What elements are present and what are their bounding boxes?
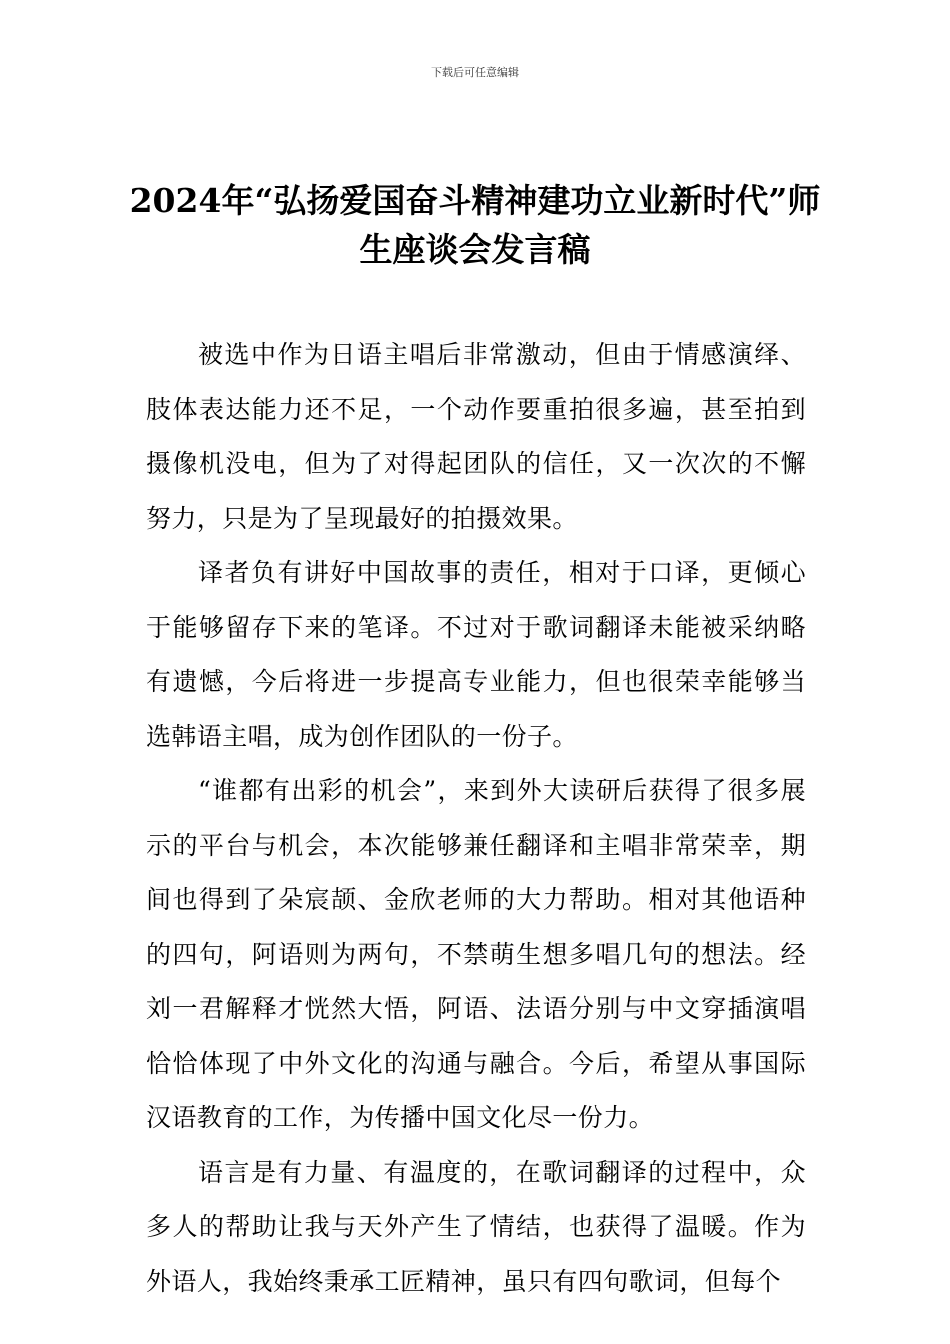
- page-title: 2024年“弘扬爱国奋斗精神建功立业新时代”师生座谈会发言稿: [129, 181, 821, 269]
- header-note: 下载后可任意编辑: [431, 66, 519, 79]
- paragraph: 译者负有讲好中国故事的责任，相对于口译，更倾心于能够留存下来的笔译。不过对于歌词翻译未能被采纳略有遗憾，今后将进一步提高专业能力，但也很荣幸能够当选韩语主唱，成为创作团队的一份子。: [146, 558, 806, 751]
- paragraph: “谁都有出彩的机会”，来到外大读研后获得了很多展示的平台与机会，本次能够兼任翻译和主唱非常荣幸，期间也得到了朵宸颉、金欣老师的大力帮助。相对其他语种的四句，阿语则为两句，不禁萌生想多唱几句的想法。经刘一君解释才恍然大悟，阿语、法语分别与中文穿插演唱恰恰体现了中外文化的沟通与融合。今后，希望从事国际汉语教育的工作，为传播中国文化尽一份力。: [146, 776, 806, 1132]
- paragraph: 被选中作为日语主唱后非常激动，但由于情感演绎、肢体表达能力还不足，一个动作要重拍很多遍，甚至拍到摄像机没电，但为了对得起团队的信任，又一次次的不懈努力，只是为了呈现最好的拍摄效果。: [146, 340, 806, 533]
- paragraph: 语言是有力量、有温度的，在歌词翻译的过程中，众多人的帮助让我与天外产生了情结，也获得了温暖。作为外语人，我始终秉承工匠精神，虽只有四句歌词，但每个: [146, 1157, 806, 1296]
- document-body: [146, 328, 806, 1309]
